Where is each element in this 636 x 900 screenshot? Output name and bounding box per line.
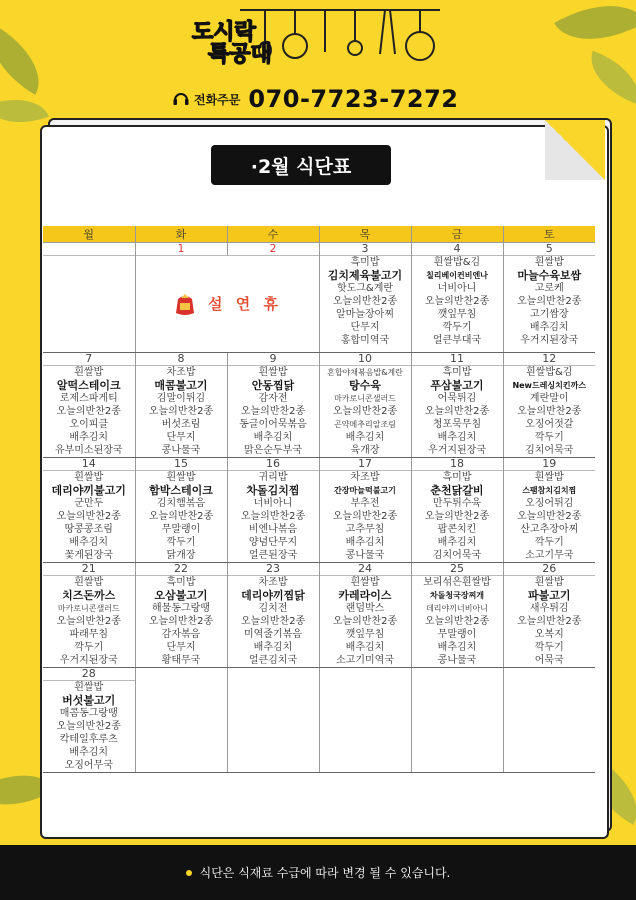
menu-rice: 흰쌀밥 [534,257,564,268]
menu-soup: 소고기미역국 [336,655,394,666]
day-cell [503,458,595,563]
footer-notice [0,845,636,900]
menu-item: 오늘의반찬2종 [240,616,306,627]
menu-soup: 얼큰김치국 [248,655,298,666]
menu-item: 깍두기 [534,537,564,548]
day-date: 10 [320,353,411,366]
menu-item: 오늘의반찬2종 [424,511,490,522]
page-title: ·2월 식단표 [211,145,391,185]
menu-soup: 유부미소된장국 [54,445,123,456]
menu-item: 오늘의반찬2종 [332,296,398,307]
day-cell [503,563,595,668]
menu-main-dish: 함박스테이크 [149,484,213,497]
day-cell-empty [135,668,227,773]
day-date: 9 [228,353,319,366]
menu-item: 배추김치 [253,642,293,653]
menu-soup: 김치어묵국 [525,445,574,456]
menu-soup: 맑은순두부국 [244,445,302,456]
menu-item: 오늘의반찬2종 [424,296,490,307]
menu-item: 깻잎무침 [437,309,477,320]
phone-number[interactable]: 070-7723-7272 [248,85,459,113]
day-date: 5 [504,243,596,256]
menu-item: 칵테일후루츠 [59,734,118,745]
menu-rice: 흰쌀밥 [74,682,104,693]
weekday-header: 금 [411,226,503,243]
day-date: 19 [504,458,596,471]
menu-item: 배추김치 [345,432,385,443]
menu-table [43,226,595,773]
menu-item: 배추김치 [253,432,293,443]
menu-item: 단무지 [166,642,196,653]
day-date: 24 [320,563,411,576]
page-fold-corner [545,120,605,180]
menu-item: 계란말이 [529,393,569,404]
menu-item: 김치전 [258,603,288,614]
headset-icon [172,90,190,108]
day-cell [227,353,319,458]
menu-rice: 흰쌀밥 [258,367,288,378]
day-date: 23 [228,563,319,576]
menu-main-dish: 차돌김치찜 [246,484,300,497]
day-cell [411,243,503,353]
menu-rice: 흰쌀밥 [74,577,104,588]
weekday-header: 월 [43,226,135,243]
menu-main-dish: 스팸참치김치찜 [522,486,577,495]
menu-item: 마카로니콘샐러드 [334,394,396,403]
menu-item: 오늘의반찬2종 [332,616,398,627]
menu-item: 단무지 [166,432,196,443]
menu-soup: 김치어묵국 [432,550,482,561]
menu-soup: 꽃게된장국 [64,550,113,561]
menu-rice: 차조밥 [350,472,380,483]
day-cell-empty [227,668,319,773]
menu-item: 고로케 [534,283,564,294]
menu-item: 오징어젓갈 [525,419,574,430]
menu-item: 배추김치 [69,432,109,443]
menu-item: 부추전 [350,498,380,509]
menu-main-dish: 칠리베이컨비엔나 [426,271,488,280]
menu-main-dish: New드레싱치킨까스 [512,381,587,390]
menu-rice: 차조밥 [166,367,196,378]
menu-rice: 흰쌀밥 [534,472,564,483]
menu-item: 양념단무지 [248,537,298,548]
menu-main-dish: 버섯불고기 [62,694,116,707]
leaf-decoration [581,51,636,104]
day-cell [503,353,595,458]
menu-item: 오늘의반찬2종 [332,511,398,522]
menu-item: 새우튀김 [529,603,569,614]
menu-rice: 차조밥 [258,577,288,588]
weekday-header: 목 [319,226,411,243]
menu-item: 오늘의반찬2종 [56,406,121,417]
menu-item: 오늘의반찬2종 [240,406,306,417]
menu-item: 너비아니 [437,283,477,294]
brand-logo [192,22,282,66]
week-row [43,668,595,773]
day-cell [411,353,503,458]
week-row [43,353,595,458]
menu-item: 배추김치 [69,537,109,548]
day-cell [503,243,595,353]
menu-item: 오늘의반찬2종 [56,721,121,732]
weekday-header: 수 [227,226,319,243]
menu-item: 핫도그&계란 [336,283,394,294]
menu-main-dish: 마늘수육보쌈 [517,269,582,282]
menu-item: 오늘의반찬2종 [517,616,582,627]
menu-item: 김말이튀김 [156,393,206,404]
menu-soup: 육개장 [350,445,380,456]
footer-note: 식단은 식재료 수급에 따라 변경 될 수 있습니다. [199,866,451,880]
menu-item: 파래무침 [69,629,109,640]
day-cell-empty [319,668,411,773]
menu-item: 오늘의반찬2종 [148,406,214,417]
logo-line-2: 특공대 [208,42,272,67]
day-date: 8 [136,353,227,366]
menu-item: 배추김치 [437,642,477,653]
menu-rice: 흑미밥 [166,577,196,588]
menu-main-dish: 카레라이스 [338,589,392,602]
menu-item: 깍두기 [74,642,104,653]
weekday-header: 토 [503,226,595,243]
menu-soup: 홍합미역국 [340,335,390,346]
day-cell-empty [503,668,595,773]
menu-main-dish: 차돌청국장찌개 [429,591,485,600]
day-cell [227,563,319,668]
menu-item: 버섯조림 [161,419,201,430]
menu-item: 팝콘치킨 [437,524,477,535]
menu-item: 깍두기 [534,642,564,653]
day-cell [227,458,319,563]
menu-item: 오늘의반찬2종 [424,406,490,417]
menu-soup: 콩나물국 [437,655,477,666]
menu-item: 데리야끼너비아니 [426,604,488,613]
menu-item: 만두튀수육 [432,498,482,509]
menu-rice: 흰쌀밥 [74,472,104,483]
menu-item: 동글이어묵볶음 [239,419,307,430]
menu-soup: 얼큰부대국 [432,335,482,346]
menu-item: 오늘의반찬2종 [56,616,121,627]
day-cell [43,458,135,563]
weekday-header: 화 [135,226,227,243]
menu-soup: 콩나물국 [161,445,201,456]
menu-rice: 흰쌀밥&김 [526,367,573,378]
menu-item: 청포묵무침 [432,419,482,430]
day-cell [411,563,503,668]
menu-rice: 흑미밥 [350,257,380,268]
week-row [43,563,595,668]
menu-main-dish: 매콤불고기 [154,379,208,392]
menu-item: 배추김치 [345,642,385,653]
menu-item: 무말랭이 [161,524,201,535]
menu-item: 감자볶음 [161,629,201,640]
menu-item: 오복지 [534,629,564,640]
day-cell [319,563,411,668]
day-cell [135,458,227,563]
holiday-banner [136,256,319,352]
day-date: 11 [412,353,503,366]
menu-item: 배추김치 [529,322,569,333]
menu-item: 배추김치 [437,537,477,548]
menu-main-dish: 김치제육불고기 [327,269,403,282]
holiday-label: 설 연 휴 [208,294,282,313]
day-date: 12 [504,353,596,366]
day-cell [43,353,135,458]
logo-line-1: 도시락 [192,20,256,45]
menu-rice: 흰쌀밥 [166,472,196,483]
day-date: 2 [228,243,319,256]
menu-item: 오늘의반찬2종 [517,296,582,307]
menu-item: 김치햄볶음 [156,498,206,509]
phone-label: 전화주문 [194,92,241,107]
menu-main-dish: 오삼불고기 [154,589,208,602]
menu-soup: 소고기무국 [525,550,574,561]
menu-item: 감자전 [258,393,288,404]
menu-item: 로제스파게티 [59,393,118,404]
menu-item: 깍두기 [442,322,472,333]
leaf-decoration [0,25,55,95]
menu-soup: 콩나물국 [345,550,385,561]
menu-item: 알마늘장아찌 [336,309,394,320]
menu-item: 고추무침 [345,524,385,535]
lucky-bag-icon [172,291,198,317]
day-date: 7 [43,353,135,366]
day-cell [43,668,135,773]
menu-main-dish: 파불고기 [527,589,571,602]
menu-main-dish: 안동찜닭 [251,379,295,392]
menu-main-dish: 탕수육 [349,379,381,392]
menu-item: 오징어튀김 [525,498,574,509]
menu-item: 랜덤박스 [345,603,385,614]
weekday-header-row [43,226,595,243]
menu-soup: 황태무국 [161,655,201,666]
day-cell [411,458,503,563]
day-cell [319,353,411,458]
menu-item: 깻잎무침 [345,629,385,640]
menu-rice: 흑미밥 [442,472,472,483]
bullet-icon [186,870,192,876]
day-date: 25 [412,563,503,576]
menu-item: 무말랭이 [437,629,477,640]
day-date: 14 [43,458,135,471]
menu-item: 오이피클 [69,419,109,430]
week-row [43,243,595,353]
menu-item: 너비아니 [253,498,293,509]
menu-rice: 혼합야채볶음밥&계란 [327,368,403,377]
day-cell-empty [411,668,503,773]
menu-main-dish: 푸삼불고기 [430,379,484,392]
menu-rice: 보리섞은흰쌀밥 [423,577,491,588]
day-date: 21 [43,563,135,576]
day-date: 28 [43,668,135,681]
week-row [43,458,595,563]
menu-main-dish: 춘천닭갈비 [430,484,484,497]
day-cell-empty [43,243,135,353]
menu-rice: 흰쌀밥&김 [433,257,481,268]
menu-main-dish: 치즈돈까스 [62,589,116,602]
menu-item: 깍두기 [534,432,564,443]
menu-soup: 우거지된장국 [428,445,486,456]
menu-item: 미역줄기볶음 [244,629,302,640]
menu-soup: 얼큰된장국 [248,550,298,561]
menu-soup: 어묵국 [534,655,564,666]
menu-item: 해물동그랑땡 [152,603,210,614]
menu-item: 오늘의반찬2종 [332,406,398,417]
menu-item: 마카로니콘샐러드 [57,604,120,613]
day-cell [43,563,135,668]
menu-item: 오늘의반찬2종 [424,616,490,627]
menu-item: 고기쌈장 [529,309,569,320]
menu-main-dish: 간장마늘떡불고기 [334,486,396,495]
day-date: 17 [320,458,411,471]
menu-item: 산고추장아찌 [520,524,579,535]
menu-item: 오늘의반찬2종 [56,511,121,522]
day-date: 22 [136,563,227,576]
menu-item: 곤약메추리알조림 [334,420,396,429]
day-date: 4 [412,243,503,256]
menu-item: 매콤동그랑땡 [59,708,118,719]
day-cell [135,353,227,458]
menu-main-dish: 데리야끼불고기 [51,484,126,497]
menu-rice: 흑미밥 [442,367,472,378]
menu-item: 단무지 [350,322,380,333]
menu-item: 어묵튀김 [437,393,477,404]
menu-rice: 흰쌀밥 [350,577,380,588]
day-date: 16 [228,458,319,471]
menu-soup: 우거지된장국 [59,655,118,666]
menu-item: 오늘의반찬2종 [517,406,582,417]
day-cell [319,243,411,353]
menu-item: 배추김치 [69,747,109,758]
day-cell [319,458,411,563]
menu-main-dish: 알떡스테이크 [56,379,121,392]
menu-item: 오늘의반찬2종 [148,616,214,627]
menu-item: 오늘의반찬2종 [517,511,582,522]
menu-rice: 흰쌀밥 [74,367,104,378]
menu-soup: 우거지된장국 [520,335,579,346]
menu-item: 비엔나볶음 [248,524,298,535]
menu-item: 배추김치 [437,432,477,443]
menu-item: 배추김치 [345,537,385,548]
menu-rice: 귀리밥 [258,472,288,483]
holiday-cell [135,243,319,353]
menu-item: 군만두 [74,498,104,509]
menu-item: 깍두기 [166,537,196,548]
day-date: 3 [320,243,411,256]
menu-main-dish: 데리야끼찜닭 [241,589,305,602]
phone-order [172,84,459,114]
menu-item: 오늘의반찬2종 [240,511,306,522]
menu-item: 땅콩콩조림 [64,524,113,535]
menu-soup: 닭개장 [166,550,196,561]
day-date: 15 [136,458,227,471]
day-date: 26 [504,563,596,576]
day-cell [135,563,227,668]
menu-item: 오늘의반찬2종 [148,511,214,522]
menu-rice: 흰쌀밥 [534,577,564,588]
menu-soup: 오징어무국 [64,760,113,771]
day-date: 18 [412,458,503,471]
day-date: 1 [136,243,228,256]
